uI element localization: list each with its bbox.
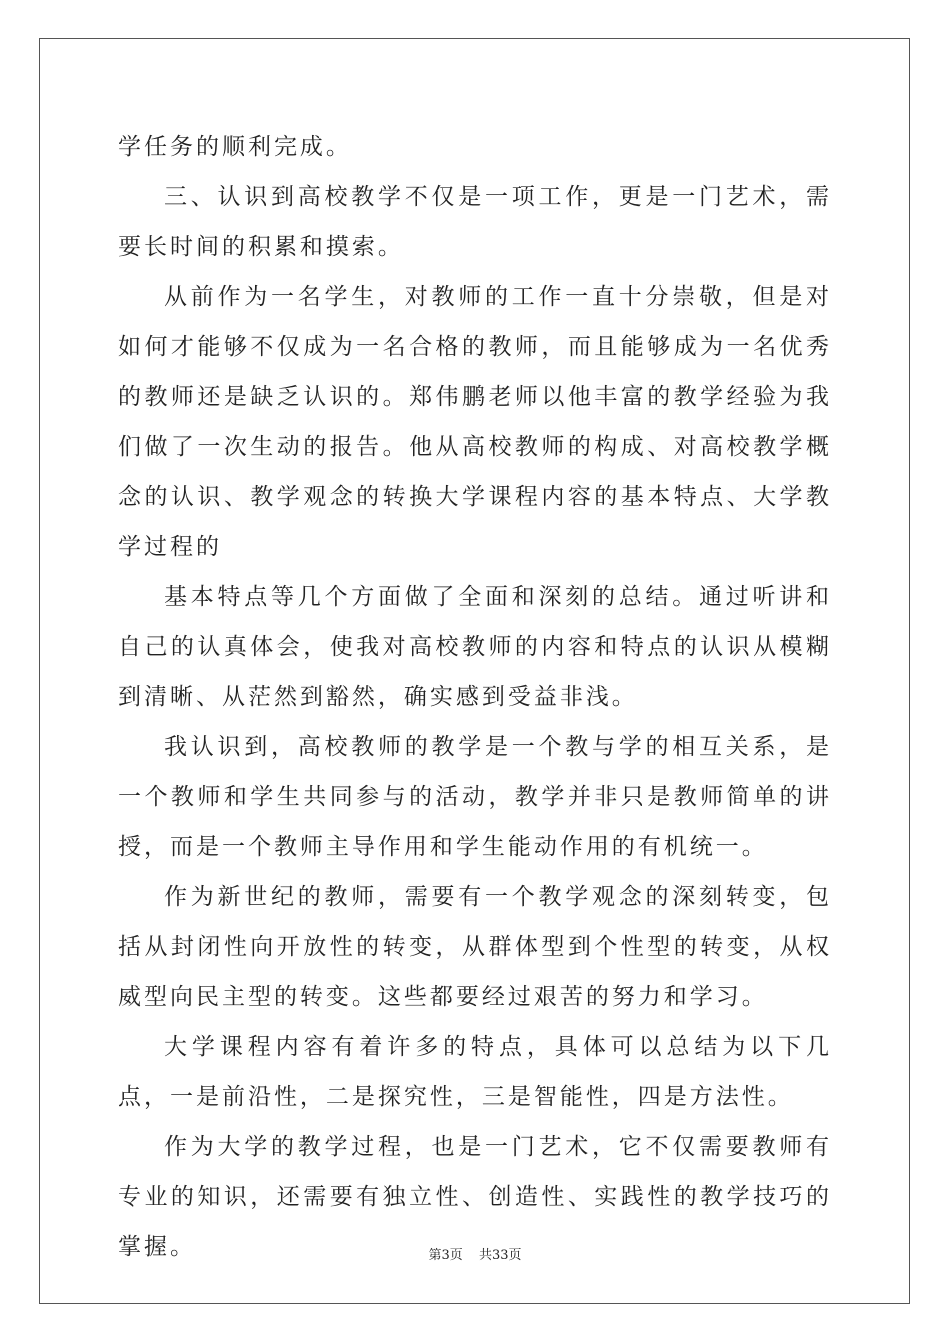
paragraph: 从前作为一名学生，对教师的工作一直十分崇敬，但是对如何才能够不仅成为一名合格的教师，而且能够成为一名优秀的教师还是缺乏认识的。郑伟鹏老师以他丰富的教学经验为我们做了一次生动的报告。他从高校教师的构成、对高校教学概念的认识、教学观念的转换大学课程内容的基本特点、大学教学过程的: [118, 284, 832, 560]
paragraph: 我认识到，高校教师的教学是一个教与学的相互关系，是一个教师和学生共同参与的活动，教学并非只是教师简单的讲授，而是一个教师主导作用和学生能动作用的有机统一。: [118, 734, 832, 860]
paragraph-heading-three: 三、认识到高校教学不仅是一项工作，更是一门艺术，需要长时间的积累和摸索。: [118, 184, 832, 260]
paragraph: 大学课程内容有着许多的特点，具体可以总结为以下几点，一是前沿性，二是探究性，三是智能性，四是方法性。: [118, 1034, 832, 1110]
paragraph: 作为新世纪的教师，需要有一个教学观念的深刻转变，包括从封闭性向开放性的转变，从群体型到个性型的转变，从权威型向民主型的转变。这些都要经过艰苦的努力和学习。: [118, 884, 832, 1010]
paragraph: 基本特点等几个方面做了全面和深刻的总结。通过听讲和自己的认真体会，使我对高校教师的内容和特点的认识从模糊到清晰、从茫然到豁然，确实感到受益非浅。: [118, 584, 832, 710]
document-body: [118, 122, 832, 1272]
page-total: 共33页: [478, 1248, 522, 1263]
paragraph-continuation: 学任务的顺利完成。: [118, 134, 352, 160]
page-footer: [0, 1244, 950, 1263]
page-number: 第3页: [428, 1248, 463, 1263]
paragraph: 作为大学的教学过程，也是一门艺术，它不仅需要教师有专业的知识，还需要有独立性、创造性、实践性的教学技巧的掌握。: [118, 1134, 832, 1260]
